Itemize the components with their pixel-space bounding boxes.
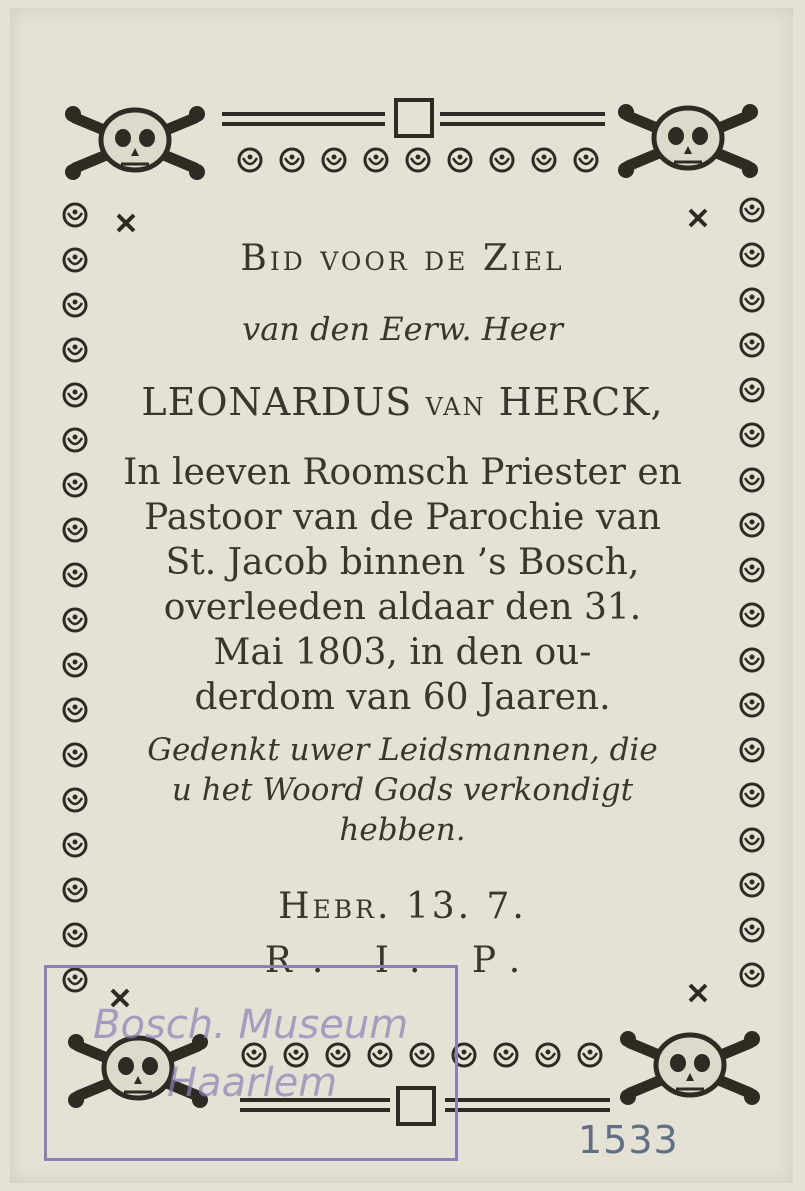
surname: HERCK, bbox=[498, 380, 664, 424]
biography-line: In leeven Roomsch Priester en bbox=[123, 452, 682, 493]
scripture-quote bbox=[0, 730, 805, 850]
deceased-name bbox=[0, 380, 805, 424]
inventory-number: 1533 bbox=[578, 1118, 679, 1162]
biography-line: overleeden aldaar den 31. bbox=[163, 587, 642, 628]
skull-crossbones-icon bbox=[65, 106, 205, 180]
biography-line: Pastoor van de Parochie van bbox=[144, 497, 661, 538]
quote-line: u het Woord Gods verkondigt bbox=[171, 772, 634, 808]
quote-line: Gedenkt uwer Leidsmannen, die bbox=[147, 732, 658, 768]
skull-crossbones-icon bbox=[618, 104, 758, 178]
stamp-line: Haarlem bbox=[167, 1060, 338, 1106]
biography bbox=[0, 450, 805, 720]
heading-prayer: Bid voor de Ziel bbox=[240, 238, 565, 279]
scripture-reference: Hebr. 13. 7. bbox=[278, 886, 527, 927]
stamp-line: Bosch. Museum bbox=[93, 1002, 409, 1048]
biography-line: St. Jacob binnen ’s Bosch, bbox=[165, 542, 640, 583]
rip-text: R. I. P. bbox=[264, 940, 541, 981]
first-name: LEONARDUS bbox=[141, 380, 413, 424]
biography-line: Mai 1803, in den ou- bbox=[213, 632, 592, 673]
museum-stamp bbox=[44, 965, 458, 1161]
biography-line: derdom van 60 Jaaren. bbox=[194, 677, 611, 718]
name-particle: van bbox=[425, 384, 486, 424]
skull-crossbones-icon bbox=[620, 1031, 760, 1105]
quote-line: hebben. bbox=[339, 812, 466, 848]
subheading-title: van den Eerw. Heer bbox=[242, 310, 563, 348]
